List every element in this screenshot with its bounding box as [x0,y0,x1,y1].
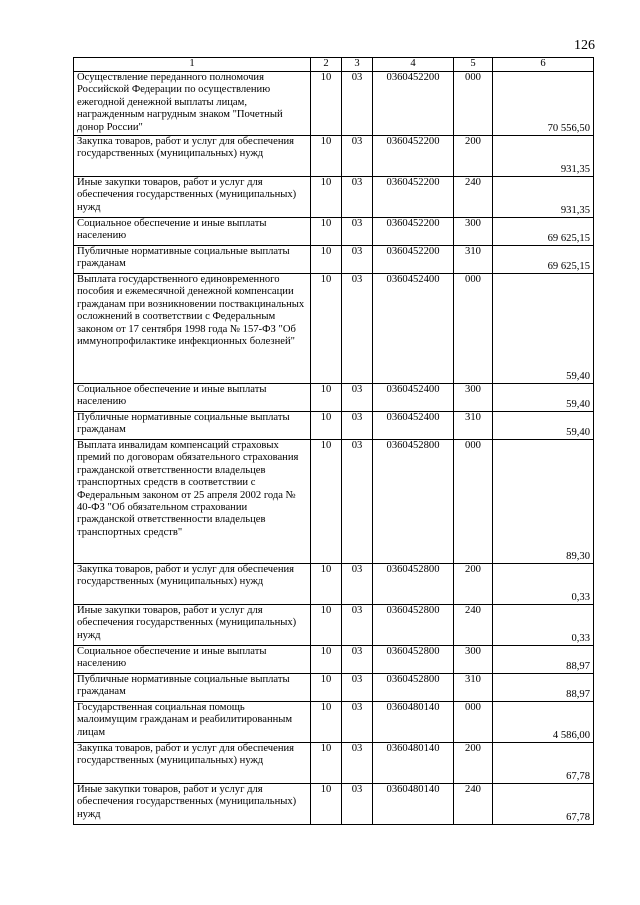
row-amount-cell: 89,30 [493,440,594,564]
header-cell: 2 [311,58,342,72]
table-row [74,218,594,246]
table-row [74,674,594,702]
row-section-cell: 10 [311,440,342,564]
row-code-cell: 0360480140 [373,702,454,743]
row-amount-cell: 931,35 [493,136,594,177]
row-code-cell: 0360452400 [373,274,454,384]
row-section-cell: 10 [311,412,342,440]
table-row [74,440,594,564]
row-section-cell: 10 [311,743,342,784]
row-subsection-cell: 03 [342,136,373,177]
header-cell: 4 [373,58,454,72]
table-row [74,72,594,136]
table-row [74,246,594,274]
row-subsection-cell: 03 [342,72,373,136]
row-subsection-cell: 03 [342,702,373,743]
row-code-cell: 0360452200 [373,72,454,136]
row-name-cell: Закупка товаров, работ и услуг для обеспечения государственных (муниципальных) нужд [74,743,311,784]
row-amount-cell: 67,78 [493,784,594,825]
row-amount-cell: 88,97 [493,674,594,702]
table-row [74,784,594,825]
row-type-cell: 310 [454,246,493,274]
row-section-cell: 10 [311,246,342,274]
table-row [74,702,594,743]
row-type-cell: 300 [454,218,493,246]
header-cell: 3 [342,58,373,72]
row-subsection-cell: 03 [342,784,373,825]
row-section-cell: 10 [311,564,342,605]
row-subsection-cell: 03 [342,177,373,218]
row-name-cell: Закупка товаров, работ и услуг для обеспечения государственных (муниципальных) нужд [74,564,311,605]
row-subsection-cell: 03 [342,743,373,784]
row-name-cell: Иные закупки товаров, работ и услуг для обеспечения государственных (муниципальных) нужд [74,177,311,218]
header-cell: 1 [74,58,311,72]
row-type-cell: 300 [454,384,493,412]
row-subsection-cell: 03 [342,440,373,564]
row-type-cell: 200 [454,564,493,605]
row-subsection-cell: 03 [342,412,373,440]
row-name-cell: Осуществление переданного полномочия Российской Федерации по осуществлению ежегодной денежной выплаты лицам, награжденным нагрудным знаком "Почетный донор России" [74,72,311,136]
row-name-cell: Иные закупки товаров, работ и услуг для обеспечения государственных (муниципальных) нужд [74,784,311,825]
row-name-cell: Выплата инвалидам компенсаций страховых премий по договорам обязательного страхования гражданской ответственности владельцев транспортных средств в соответствии с Федеральным законом от 25 апреля 2002 года № 40-ФЗ "Об обязательном страховании гражданской ответственности владельцев транспортных средств" [74,440,311,564]
row-code-cell: 0360452800 [373,605,454,646]
row-subsection-cell: 03 [342,218,373,246]
row-code-cell: 0360452800 [373,564,454,605]
row-code-cell: 0360452800 [373,440,454,564]
table-row [74,743,594,784]
row-amount-cell: 88,97 [493,646,594,674]
row-type-cell: 240 [454,177,493,218]
row-section-cell: 10 [311,177,342,218]
row-section-cell: 10 [311,702,342,743]
row-name-cell: Закупка товаров, работ и услуг для обеспечения государственных (муниципальных) нужд [74,136,311,177]
row-section-cell: 10 [311,646,342,674]
row-subsection-cell: 03 [342,384,373,412]
row-section-cell: 10 [311,72,342,136]
row-type-cell: 000 [454,72,493,136]
row-section-cell: 10 [311,674,342,702]
row-subsection-cell: 03 [342,246,373,274]
row-code-cell: 0360452400 [373,384,454,412]
table-row [74,646,594,674]
row-section-cell: 10 [311,784,342,825]
table-row [74,412,594,440]
row-type-cell: 240 [454,784,493,825]
header-row [74,58,594,72]
row-amount-cell: 0,33 [493,605,594,646]
row-amount-cell: 931,35 [493,177,594,218]
row-type-cell: 310 [454,412,493,440]
row-amount-cell: 69 625,15 [493,246,594,274]
row-type-cell: 300 [454,646,493,674]
row-amount-cell: 70 556,50 [493,72,594,136]
row-type-cell: 200 [454,743,493,784]
row-type-cell: 240 [454,605,493,646]
row-code-cell: 0360452200 [373,246,454,274]
row-section-cell: 10 [311,605,342,646]
row-section-cell: 10 [311,384,342,412]
row-name-cell: Иные закупки товаров, работ и услуг для обеспечения государственных (муниципальных) нужд [74,605,311,646]
row-amount-cell: 59,40 [493,274,594,384]
row-name-cell: Публичные нормативные социальные выплаты гражданам [74,246,311,274]
row-section-cell: 10 [311,274,342,384]
row-subsection-cell: 03 [342,646,373,674]
table-row [74,384,594,412]
row-amount-cell: 69 625,15 [493,218,594,246]
row-type-cell: 310 [454,674,493,702]
header-cell: 5 [454,58,493,72]
header-cell: 6 [493,58,594,72]
row-code-cell: 0360452200 [373,177,454,218]
row-amount-cell: 0,33 [493,564,594,605]
row-name-cell: Публичные нормативные социальные выплаты гражданам [74,674,311,702]
table-row [74,564,594,605]
table-row [74,177,594,218]
row-section-cell: 10 [311,218,342,246]
row-code-cell: 0360480140 [373,784,454,825]
row-code-cell: 0360452400 [373,412,454,440]
row-code-cell: 0360452200 [373,218,454,246]
row-amount-cell: 59,40 [493,412,594,440]
row-code-cell: 0360452200 [373,136,454,177]
row-subsection-cell: 03 [342,274,373,384]
row-amount-cell: 67,78 [493,743,594,784]
row-code-cell: 0360480140 [373,743,454,784]
page-number: 126 [574,38,595,53]
row-subsection-cell: 03 [342,605,373,646]
row-code-cell: 0360452800 [373,674,454,702]
table-row [74,274,594,384]
row-name-cell: Государственная социальная помощь малоимущим гражданам и реабилитированным лицам [74,702,311,743]
row-amount-cell: 4 586,00 [493,702,594,743]
row-name-cell: Социальное обеспечение и иные выплаты населению [74,384,311,412]
row-type-cell: 000 [454,274,493,384]
row-subsection-cell: 03 [342,674,373,702]
row-code-cell: 0360452800 [373,646,454,674]
table-row [74,136,594,177]
row-name-cell: Социальное обеспечение и иные выплаты населению [74,218,311,246]
row-type-cell: 000 [454,440,493,564]
row-section-cell: 10 [311,136,342,177]
row-name-cell: Социальное обеспечение и иные выплаты населению [74,646,311,674]
row-name-cell: Публичные нормативные социальные выплаты гражданам [74,412,311,440]
table-row [74,605,594,646]
row-type-cell: 000 [454,702,493,743]
row-name-cell: Выплата государственного единовременного пособия и ежемесячной денежной компенсации гражданам при возникновении поствакцинальных осложнений в соответствии с Федеральным законом от 17 сентября 1998 года № 157-ФЗ "Об иммунопрофилактике инфекционных болезней" [74,274,311,384]
row-subsection-cell: 03 [342,564,373,605]
row-type-cell: 200 [454,136,493,177]
budget-table [73,57,594,825]
row-amount-cell: 59,40 [493,384,594,412]
